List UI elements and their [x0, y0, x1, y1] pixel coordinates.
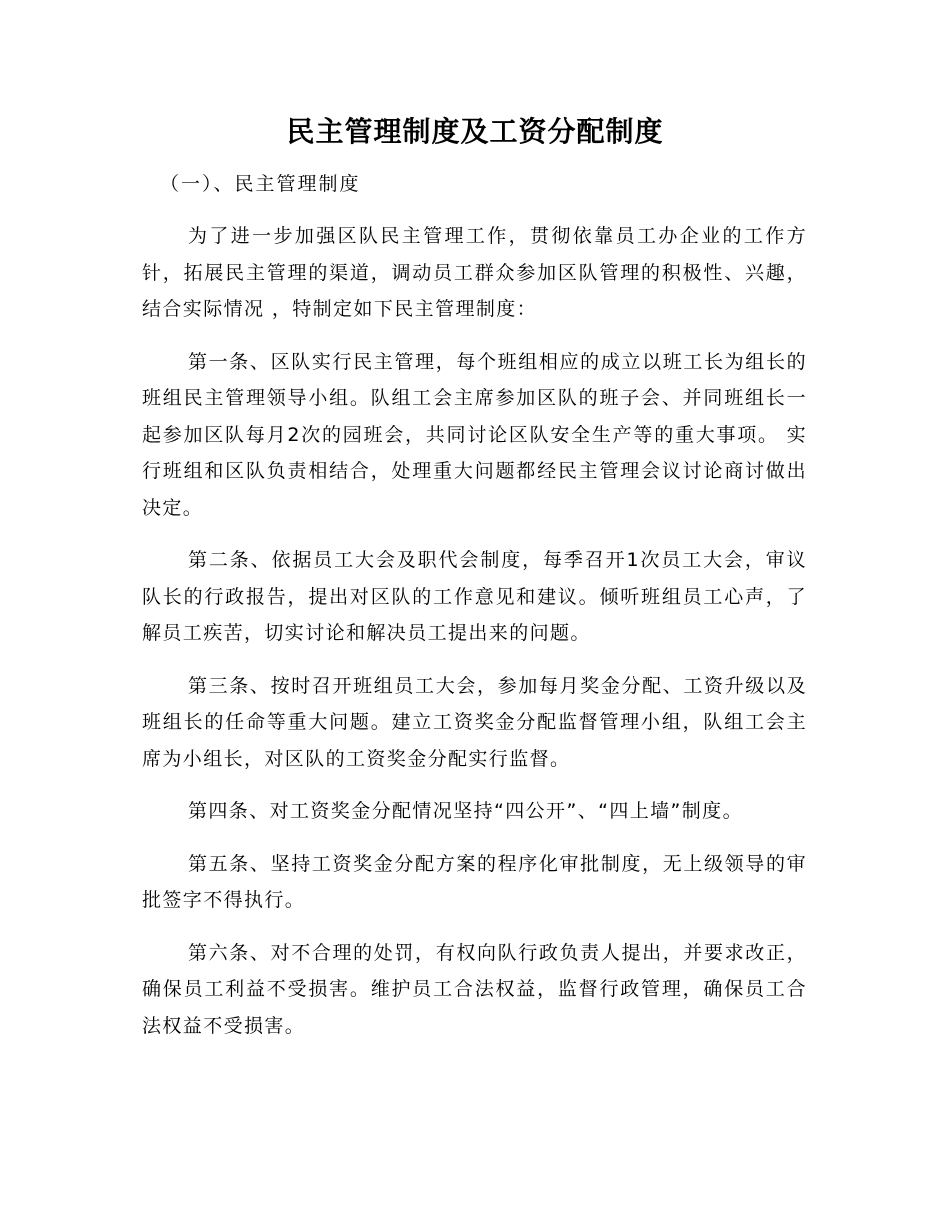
paragraph-intro: 为了进一步加强区队民主管理工作，贯彻依靠员工办企业的工作方针，拓展民主管理的渠道，调动员工群众参加区队管理的积极性、兴趣，结合实际情况 ，特制定如下民主管理制度：: [142, 225, 807, 320]
paragraph-article-3: 第三条、按时召开班组员工大会，参加每月奖金分配、工资升级以及班组长的任命等重大问题。建立工资奖金分配监督管理小组，队组工会主席为小组长，对区队的工资奖金分配实行监督。: [142, 674, 807, 770]
section-heading: （一）、民主管理制度: [160, 173, 361, 195]
document-title: 民主管理制度及工资分配制度: [286, 115, 664, 148]
paragraph-article-6: 第六条、对不合理的处罚，有权向队行政负责人提出，并要求改正，确保员工利益不受损害。维护员工合法权益，监督行政管理，确保员工合法权益不受损害。: [142, 941, 807, 1037]
document-body: [142, 218, 807, 1060]
paragraph-article-4: 第四条、对工资奖金分配情况坚持“四公开”、“四上墙”制度。: [188, 800, 743, 822]
paragraph-article-5: 第五条、坚持工资奖金分配方案的程序化审批制度，无上级领导的审批签字不得执行。: [142, 852, 807, 911]
paragraph-article-2: 第二条、依据员工大会及职代会制度，每季召开1次员工大会，审议队长的行政报告，提出对区队的工作意见和建议。倾听班组员工心声，了解员工疾苦，切实讨论和解决员工提出来的问题。: [142, 549, 807, 644]
paragraph-article-1: 第一条、区队实行民主管理，每个班组相应的成立以班工长为组长的班组民主管理领导小组。队组工会主席参加区队的班子会、并同班组长一起参加区队每月2次的园班会，共同讨论区队安全生产等的重大事项。 实行班组和区队负责相结合，处理重大问题都经民主管理会议讨论商讨做出决定。: [142, 350, 807, 519]
